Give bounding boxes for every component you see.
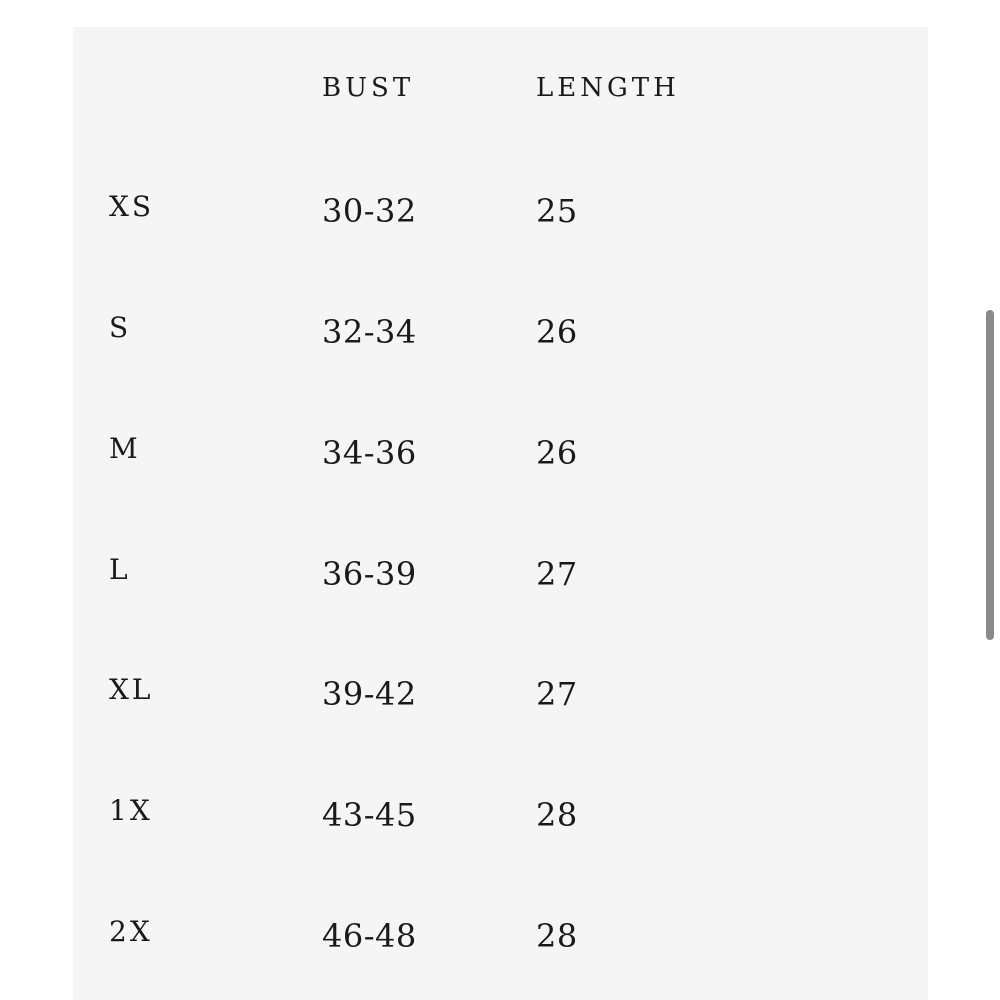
bust-cell: 30-32 <box>322 192 417 230</box>
vertical-scrollbar[interactable] <box>980 0 1000 1000</box>
length-cell: 27 <box>536 555 578 593</box>
size-chart-table <box>73 27 928 1000</box>
bust-cell: 46-48 <box>322 917 417 955</box>
size-cell: 1X <box>109 794 153 827</box>
bust-cell: 39-42 <box>322 675 417 713</box>
length-cell: 26 <box>536 434 578 472</box>
bust-cell: 36-39 <box>322 555 417 593</box>
size-cell: XS <box>109 190 155 223</box>
bust-cell: 43-45 <box>322 796 417 834</box>
scrollbar-thumb[interactable] <box>986 310 994 640</box>
header-bust: BUST <box>322 73 415 103</box>
size-cell: L <box>109 553 131 586</box>
size-cell: XL <box>109 673 154 706</box>
bust-cell: 32-34 <box>322 313 417 351</box>
size-cell: 2X <box>109 915 153 948</box>
header-length: LENGTH <box>536 73 680 103</box>
length-cell: 25 <box>536 192 578 230</box>
bust-cell: 34-36 <box>322 434 417 472</box>
length-cell: 27 <box>536 675 578 713</box>
length-cell: 26 <box>536 313 578 351</box>
length-cell: 28 <box>536 796 578 834</box>
size-cell: M <box>109 432 141 465</box>
size-cell: S <box>109 311 132 344</box>
length-cell: 28 <box>536 917 578 955</box>
